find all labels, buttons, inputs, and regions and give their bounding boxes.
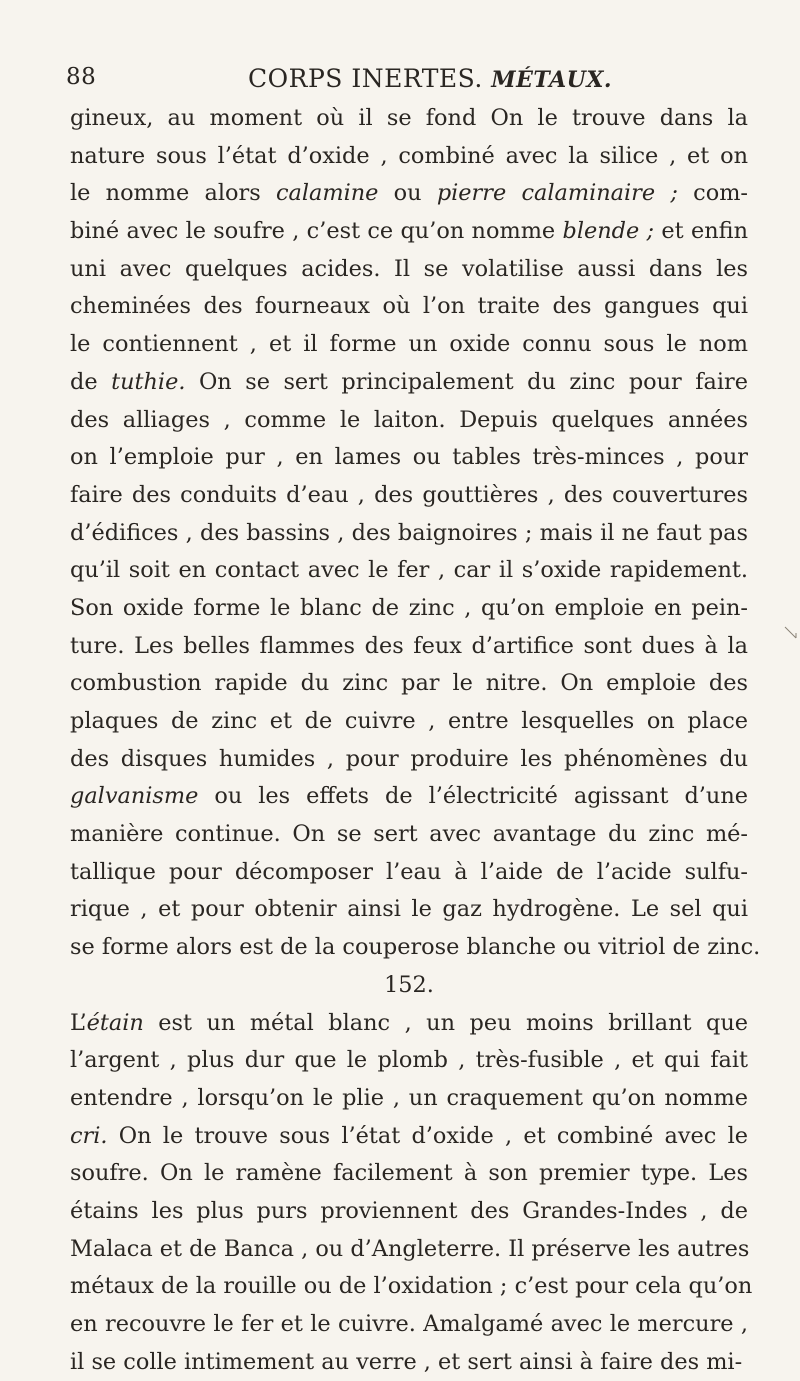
text-line [70,1306,748,1344]
text-line [70,439,748,477]
text-line [70,590,748,628]
text-line [70,213,748,251]
text-run: ture. Les belles flammes des feux d’artifice sont dues à la [70,632,748,659]
text-line [70,1344,748,1381]
text-line [70,1042,748,1080]
text-line [70,665,748,703]
text-line [70,251,748,289]
text-run: des alliages , comme le laiton. Depuis quelques années [70,406,748,433]
text-run: métaux de la rouille ou de l’oxidation ; c’est pour cela qu’on [70,1273,753,1300]
text-run: est un métal blanc , un peu moins brillant que [143,1009,748,1036]
text-run: ou les effets de l’électricité agissant d’une [198,783,748,810]
text-run: manière continue. On se sert avec avantage du zinc mé- [70,821,748,848]
text-run: le contiennent , et il forme un oxide connu sous le nom [70,331,748,358]
running-title-italic: MÉTAUX. [491,67,613,93]
text-run: combustion rapide du zinc par le nitre. On emploie des [70,670,748,697]
text-run: le nomme alors [70,180,276,207]
text-run: biné avec le soufre , c’est ce qu’on nomme [70,218,563,245]
text-line [70,477,748,515]
text-run: On le trouve sous l’état d’oxide , et combiné avec le [107,1122,748,1149]
page [66,64,761,1381]
text-run: l’argent , plus dur que le plomb , très-fusible , et qui fait [70,1047,748,1074]
text-run: des disques humides , pour produire les phénomènes du [70,745,748,772]
text-run: com- [677,180,748,207]
text-run: tallique pour décomposer l’eau à l’aide de l’acide sulfu- [70,858,748,885]
text-line [70,138,748,176]
page-number: 88 [66,64,97,90]
text-run: cheminées des fourneaux où l’on traite des gangues qui [70,293,748,320]
text-run: étains les plus purs proviennent des Grandes-Indes , de [70,1197,748,1224]
text-line [70,929,761,967]
text-line [70,1231,748,1269]
text-line [70,703,748,741]
text-run: 152. [384,971,434,998]
italic-term: tuthie. [111,368,186,395]
text-line [70,1268,753,1306]
margin-mark [784,626,798,640]
text-run: il se colle intimement au verre , et sert ainsi à faire des mi- [70,1348,743,1375]
text-run: d’édifices , des bassins , des baignoires ; mais il ne faut pas [70,519,748,546]
text-line [70,891,748,929]
body-text [70,100,761,1381]
text-line [70,515,748,553]
text-run: faire des conduits d’eau , des gouttières , des couvertures [70,481,748,508]
text-run: et enfin [654,218,748,245]
running-header [66,64,748,98]
text-run: Son oxide forme le blanc de zinc , qu’on emploie en pein- [70,594,748,621]
text-run: entendre , lorsqu’on le plie , un craquement qu’on nomme [70,1084,748,1111]
text-line [70,288,748,326]
text-line [70,628,748,666]
text-run: qu’il soit en contact avec le fer , car il s’oxide rapidement. [70,557,748,584]
italic-term: blende ; [562,218,655,245]
text-line [70,100,748,138]
text-line [70,854,748,892]
section-number [70,967,748,1005]
italic-term: calamine [275,180,379,207]
text-run: on l’emploie pur , en lames ou tables très-minces , pour [70,444,748,471]
text-run: en recouvre le fer et le cuivre. Amalgamé avec le mercure , [70,1311,748,1337]
text-run: nature sous l’état d’oxide , combiné avec la silice , et on [70,142,748,169]
text-run: de [70,368,112,395]
text-line [70,1155,748,1193]
text-run: plaques de zinc et de cuivre , entre lesquelles on place [70,708,748,734]
italic-term: galvanisme [70,783,199,810]
italic-term: pierre calaminaire ; [436,180,678,207]
text-run: uni avec quelques acides. Il se volatilise aussi dans les [70,255,748,282]
text-line [70,364,748,402]
running-title [248,64,612,93]
text-line [70,1080,748,1118]
text-line [70,741,748,779]
text-line [70,326,748,364]
text-run: se forme alors est de la couperose blanche ou vitriol de zinc. [70,934,761,961]
text-run: On se sert principalement du zinc pour faire [185,368,748,395]
text-line [70,778,748,816]
text-line [70,552,748,590]
text-run: L’ [70,1009,87,1036]
text-run: Malaca et de Banca , ou d’Angleterre. Il préserve les autres [70,1235,750,1262]
text-run: ou [378,180,437,207]
text-line [70,816,748,854]
text-line [70,1193,748,1231]
text-line [70,1005,748,1043]
text-run: gineux, au moment où il se fond On le trouve dans la [70,105,748,131]
text-line [70,402,748,440]
running-title-main: CORPS INERTES. [248,64,483,93]
text-line [70,175,748,213]
italic-term: étain [86,1009,144,1036]
text-line [70,1118,748,1156]
italic-term: cri. [70,1122,108,1149]
text-run: rique , et pour obtenir ainsi le gaz hydrogène. Le sel qui [70,896,748,923]
text-run: soufre. On le ramène facilement à son premier type. Les [70,1160,748,1187]
